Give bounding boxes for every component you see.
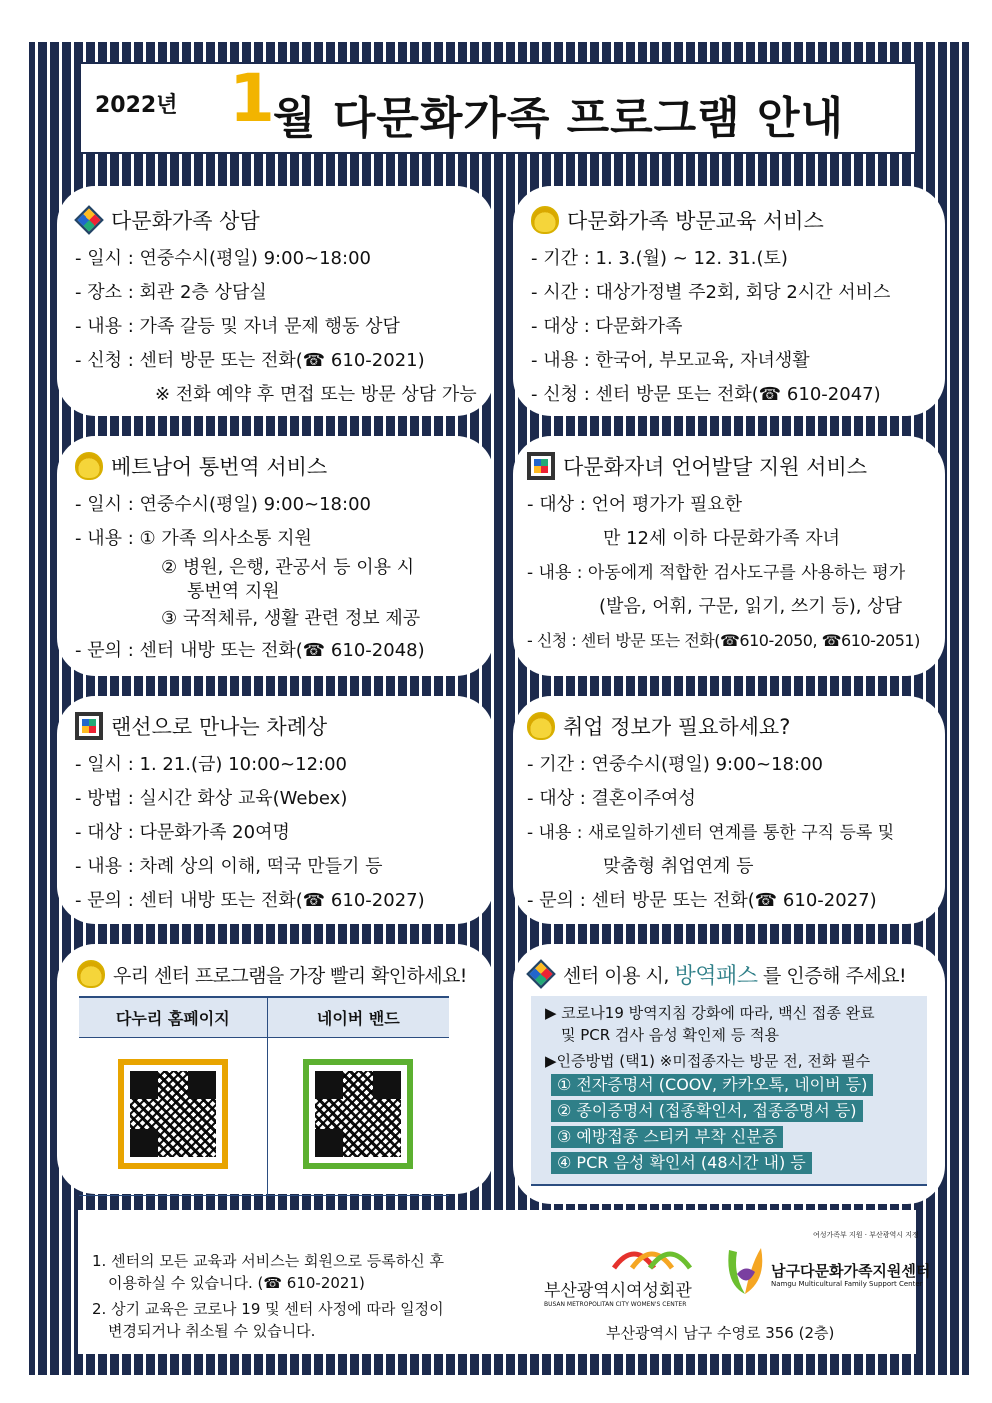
rainbow-arc-icon: [544, 1240, 704, 1270]
logo-subtitle: Namgu Multicultural Family Support Center: [771, 1280, 923, 1288]
info-row: - 내용 : 가족 갈등 및 자녀 문제 행동 상담: [75, 316, 400, 337]
info-row: - 신청 : 센터 방문 또는 전화(☎ 610-2047): [531, 384, 881, 405]
card-counsel: [57, 186, 494, 416]
info-row: - 신청 : 센터 방문 또는 전화(☎ 610-2021): [75, 350, 425, 371]
logo-name: 남구다문화가족지원센터: [771, 1262, 931, 1280]
info-row: - 장소 : 회관 2층 상담실: [75, 282, 267, 303]
card-title: 다문화가족 상담: [111, 209, 260, 233]
card-title-prefix: 센터 이용 시,: [563, 964, 669, 987]
info-row: - 내용 : 한국어, 부모교육, 자녀생활: [531, 350, 810, 371]
column-header: 다누리 홈페이지: [79, 997, 267, 1037]
title-month-number: 1: [229, 60, 275, 137]
pass-line: ▶ 코로나19 방역지침 강화에 따라, 백신 접종 완료: [545, 1004, 875, 1022]
info-row: (발음, 어휘, 구문, 읽기, 쓰기 등), 상담: [599, 596, 903, 617]
womens-center-logo: [544, 1240, 704, 1310]
footer-note: 변경되거나 취소될 수 있습니다.: [108, 1322, 316, 1340]
info-row: - 일시 : 연중수시(평일) 9:00~18:00: [75, 494, 371, 515]
money-bag-icon: [527, 712, 555, 740]
card-ancestral-rites: [57, 696, 494, 924]
info-row: - 문의 : 센터 방문 또는 전화(☎ 610-2027): [527, 890, 877, 911]
info-row: - 기간 : 1. 3.(월) ~ 12. 31.(토): [531, 248, 788, 269]
square-pattern-icon: [75, 712, 103, 740]
logo-subtitle: BUSAN METROPOLITAN CITY WOMEN'S CENTER: [544, 1301, 687, 1308]
title-banner: [79, 62, 917, 154]
info-row: - 내용 : 차례 상의 이해, 떡국 만들기 등: [75, 856, 383, 877]
diamond-icon: [74, 205, 104, 235]
footer: [78, 1210, 931, 1354]
qr-table: [79, 996, 449, 1196]
logo-name: 부산광역시여성회관: [544, 1281, 692, 1301]
method-tag: ③ 예방접종 스티커 부착 신분증: [551, 1126, 783, 1148]
info-row: - 시간 : 대상가정별 주2회, 회당 2시간 서비스: [531, 282, 891, 303]
info-row: - 대상 : 언어 평가가 필요한: [527, 494, 743, 515]
namgu-center-logo: [723, 1230, 931, 1310]
logo-top-text: 여성가족부 지원 · 부산광역시 지정: [813, 1231, 919, 1239]
info-row: - 내용 : 아동에게 적합한 검사도구를 사용하는 평가: [527, 563, 906, 583]
card-title-suffix: 를 인증해 주세요!: [763, 964, 907, 987]
method-tag: ① 전자증명서 (COOV, 카카오톡, 네이버 등): [551, 1074, 873, 1096]
info-row: - 문의 : 센터 내방 또는 전화(☎ 610-2027): [75, 890, 425, 911]
naver-band-qr-code[interactable]: [303, 1059, 413, 1169]
info-row: - 대상 : 다문화가족: [531, 316, 683, 337]
money-bag-icon: [531, 206, 559, 234]
info-row: ③ 국적체류, 생활 관련 정보 제공: [161, 608, 421, 629]
footer-note: 2. 상기 교육은 코로나 19 및 센터 사정에 따라 일정이: [92, 1300, 444, 1318]
diamond-icon: [526, 959, 556, 989]
title-year: 2022년: [95, 93, 178, 118]
info-row: - 대상 : 다문화가족 20여명: [75, 822, 290, 843]
card-language-development: [513, 436, 945, 676]
info-row: - 내용 : ① 가족 의사소통 지원: [75, 528, 312, 549]
card-title: 다문화자녀 언어발달 지원 서비스: [563, 455, 868, 479]
note: ※ 전화 예약 후 면접 또는 방문 상담 가능: [155, 384, 477, 405]
info-row: 통번역 지원: [187, 581, 280, 602]
address: 부산광역시 남구 수영로 356 (2층): [606, 1324, 835, 1342]
card-title: 베트남어 통번역 서비스: [111, 455, 328, 479]
page-title: 월 다문화가족 프로그램 안내: [273, 93, 845, 144]
info-row: - 방법 : 실시간 화상 교육(Webex): [75, 788, 348, 809]
info-row: - 내용 : 새로일하기센터 연계를 통한 구직 등록 및: [527, 823, 895, 843]
card-vaccine-pass: [513, 944, 945, 1204]
info-row: ② 병원, 은행, 관공서 등 이용 시: [161, 557, 415, 578]
info-row: - 문의 : 센터 내방 또는 전화(☎ 610-2048): [75, 640, 425, 661]
method-tag: ② 종이증명서 (접종확인서, 접종증명서 등): [551, 1100, 863, 1122]
card-job-info: [513, 696, 945, 924]
method-tag: ④ PCR 음성 확인서 (48시간 내) 등: [551, 1152, 812, 1174]
info-row: - 일시 : 1. 21.(금) 10:00~12:00: [75, 754, 348, 775]
card-title: 취업 정보가 필요하세요?: [563, 715, 791, 739]
info-row: - 일시 : 연중수시(평일) 9:00~18:00: [75, 248, 371, 269]
leaf-logo-icon: [723, 1244, 767, 1298]
money-bag-icon: [75, 452, 103, 480]
danuri-qr-code[interactable]: [118, 1059, 228, 1169]
card-qr-links: [57, 944, 494, 1194]
column-header: 네이버 밴드: [267, 997, 449, 1037]
info-row: - 신청 : 센터 방문 또는 전화(☎610-2050, ☎610-2051): [527, 631, 920, 650]
card-vietnamese-interpretation: [57, 436, 494, 676]
footer-note: 1. 센터의 모든 교육과 서비스는 회원으로 등록하신 후: [92, 1252, 444, 1270]
footer-note: 이용하실 수 있습니다. (☎ 610-2021): [108, 1274, 365, 1292]
money-bag-icon: [77, 960, 105, 988]
info-row: 맞춤형 취업연계 등: [603, 856, 754, 877]
card-title: 다문화가족 방문교육 서비스: [567, 209, 824, 233]
card-visit-education: [513, 186, 945, 416]
info-row: - 대상 : 결혼이주여성: [527, 788, 696, 809]
pass-info-box: [531, 996, 927, 1186]
pass-line: 및 PCR 검사 음성 확인제 등 적용: [561, 1026, 779, 1044]
info-row: - 기간 : 연중수시(평일) 9:00~18:00: [527, 754, 823, 775]
square-pattern-icon: [527, 452, 555, 480]
card-title-emphasis: 방역패스: [674, 963, 758, 989]
info-row: 만 12세 이하 다문화가족 자녀: [603, 528, 841, 549]
card-title: 우리 센터 프로그램을 가장 빨리 확인하세요!: [113, 964, 467, 987]
pass-method: ▶인증방법 (택1) ※미접종자는 방문 전, 전화 필수: [545, 1052, 871, 1070]
card-title: 랜선으로 만나는 차례상: [111, 715, 328, 739]
